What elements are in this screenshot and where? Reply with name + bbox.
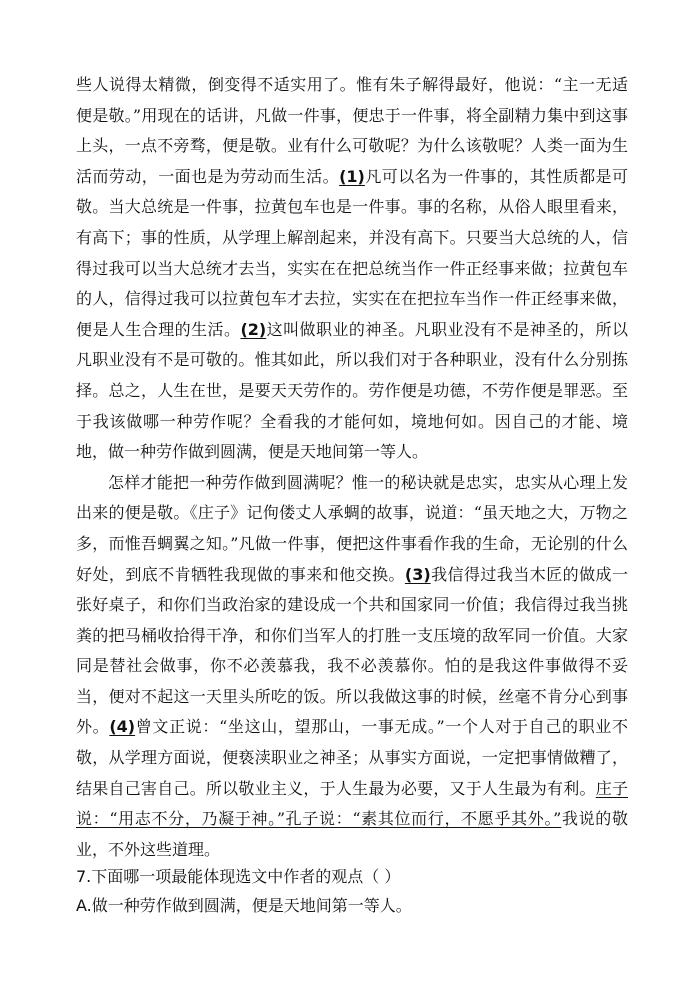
passage-paragraph-2 (76, 468, 628, 866)
marker-2: (2) (240, 319, 267, 339)
paragraph-1-text-b: 凡可以名为一件事的，其性质都是可敬。当大总统是一件事，拉黄包车也是一件事。事的名称，从俗人眼里看来，有高下；事的性质，从学理上解剖起来，并没有高下。只要当大总统的人，信得过我可以当大总统才去当，实实在在把总统当作一件正经事来做；拉黄包车的人，信得过我可以拉黄包车才去拉，实实在在把拉车当作一件正经事来做，便是人生合理的生活。 (76, 166, 628, 339)
paragraph-1-text-a: 些人说得太精微，倒变得不适实用了。惟有朱子解得最好，他说：“主一无适便是敬。”用现在的话讲，凡做一件事，便忠于一件事，将全副精力集中到这事上头，一点不旁骛，便是敬。业有什么可敬呢？为什么该敬呢？人类一面为生活而劳动，一面也是为劳动而生活。 (76, 75, 628, 186)
marker-3: (3) (404, 564, 431, 584)
question-option-a: A.做一种劳作做到圆满，便是天地间第一等人。 (76, 896, 412, 916)
marker-4: (4) (109, 717, 136, 737)
paragraph-2-text-b: 我信得过我当木匠的做成一张好桌子，和你们当政治家的建设成一个共和国家同一价值；我信得过我当挑粪的把马桶收拾得干净，和你们当军人的打胜一支压境的敌军同一价值。大家同是替社会做事，你不必羡慕我，我不必羡慕你。怕的是我这件事做得不妥当，便对不起这一天里头所吃的饭。所以我做这事的时候，丝毫不肯分心到事外。 (76, 564, 628, 737)
marker-1: (1) (339, 166, 365, 186)
paragraph-1-text-c: 这叫做职业的神圣。凡职业没有不是神圣的，所以凡职业没有不是可敬的。惟其如此，所以我们对于各种职业，没有什么分别拣择。总之，人生在世，是要天天劳作的。劳作便是功德，不劳作便是罪恶。至于我该做哪一种劳作呢？全看我的才能何如，境地何如。因自己的才能、境地，做一种劳作做到圆满，便是天地间第一等人。 (76, 319, 628, 462)
paragraph-2-text-a: 怎样才能把一种劳作做到圆满呢？惟一的秘诀就是忠实，忠实从心理上发出来的便是敬。《庄子》记佝偻丈人承蜩的故事，说道：“虽天地之大，万物之多，而惟吾蜩翼之知。”凡做一件事，便把这件事看作我的生命，无论别的什么好处，到底不肯牺牲我现做的事来和他交换。 (76, 472, 628, 584)
paragraph-2-text-d: 我说的敬业，不外这些道理。 (76, 809, 628, 859)
passage-paragraph-1 (76, 70, 628, 468)
passage-body (76, 70, 628, 918)
underlined-quote: 庄子说：“用志不分，乃凝于神。”孔子说：“素其位而行，不愿乎其外。” (76, 778, 628, 829)
paragraph-2-text-c: 曾文正说：“坐这山，望那山，一事无成。”一个人对于自己的职业不敬，从学理方面说，便亵渎职业之神圣；从事实方面说，一定把事情做糟了，结果自己害自己。所以敬业主义，于人生最为必要，又于人生最为有利。 (76, 717, 628, 798)
question-stem: 7.下面哪一项最能体现选文中作者的观点（ ） (76, 867, 401, 887)
